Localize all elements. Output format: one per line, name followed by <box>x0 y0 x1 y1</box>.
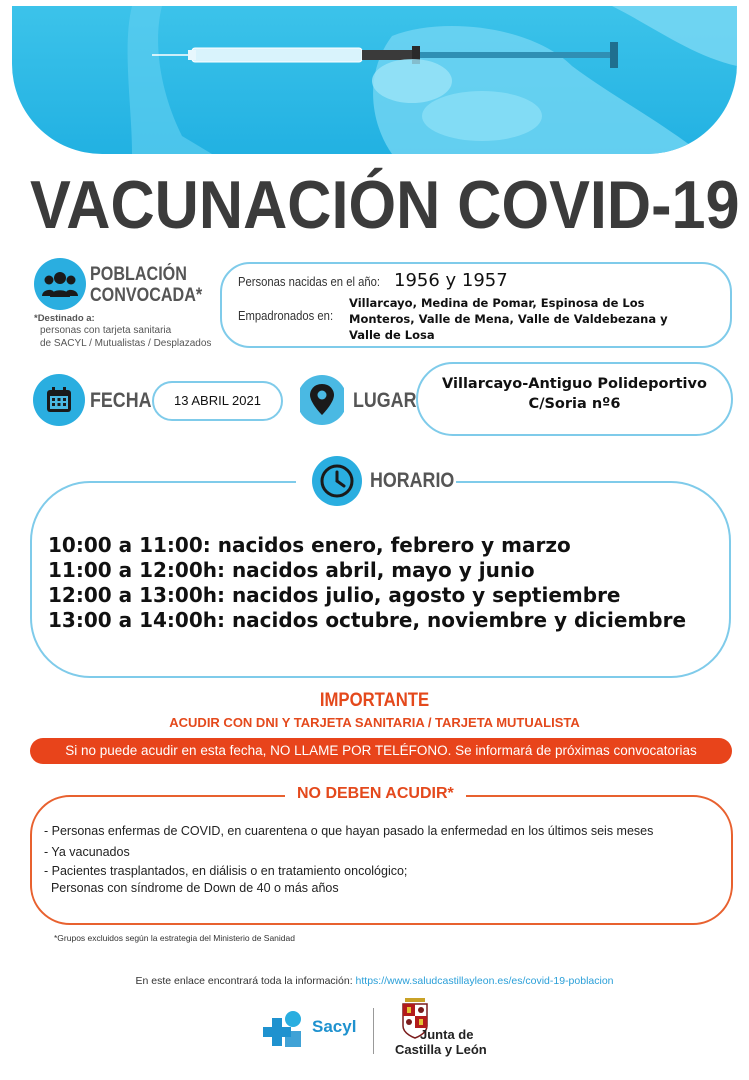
nacidos-value: 1956 y 1957 <box>394 270 508 291</box>
lugar-line2: C/Soria nº6 <box>528 396 621 412</box>
lugar-line1: Villarcayo-Antiguo Polideportivo <box>442 376 707 392</box>
fecha-value: 13 ABRIL 2021 <box>174 393 261 408</box>
no-deben-item-4: Personas con síndrome de Down de 40 o más años <box>44 881 339 895</box>
clock-icon <box>312 456 362 506</box>
sacyl-logo-text: Sacyl <box>312 1017 357 1036</box>
no-deben-item-3: - Pacientes trasplantados, en diálisis o en tratamiento oncológico; <box>44 864 408 878</box>
empadronados-label: Empadronados en: <box>238 309 334 323</box>
horario-line-2: 11:00 a 12:00h: nacidos abril, mayo y junio <box>48 558 535 582</box>
junta-text-line2: Castilla y León <box>395 1042 487 1057</box>
empadronados-line3: Valle de Losa <box>349 328 435 342</box>
horario-line-4: 13:00 a 14:00h: nacidos octubre, noviembre y diciembre <box>48 608 687 632</box>
no-deben-item-1: - Personas enfermas de COVID, en cuarentena o que hayan pasado la enfermedad en los últimos seis meses <box>44 824 654 838</box>
destinado-label: *Destinado a: <box>34 313 95 324</box>
lugar-label: LUGAR <box>353 389 417 412</box>
junta-text-line1: Junta de <box>420 1027 474 1042</box>
no-deben-item-2: - Ya vacunados <box>44 845 130 859</box>
location-pin-icon <box>300 374 344 430</box>
horario-line-1: 10:00 a 11:00: nacidos enero, febrero y marzo <box>48 533 571 557</box>
horario-label: HORARIO <box>370 469 455 492</box>
warning-banner: Si no puede acudir en esta fecha, NO LLAME POR TELÉFONO. Se informará de próximas convocatorias <box>30 738 732 764</box>
hero-banner <box>12 6 737 154</box>
no-deben-title: NO DEBEN ACUDIR* <box>285 785 466 803</box>
logo-divider <box>373 1008 374 1054</box>
info-line <box>0 975 749 987</box>
importante-subtitle: ACUDIR CON DNI Y TARJETA SANITARIA / TARJETA MUTUALISTA <box>169 715 580 730</box>
empadronados-line2: Monteros, Valle de Mena, Valle de Valdebezana y <box>349 312 668 326</box>
importante-title: IMPORTANTE <box>319 690 430 711</box>
sacyl-logo-icon <box>263 1009 311 1057</box>
info-link[interactable]: https://www.saludcastillayleon.es/es/covid-19-poblacion <box>355 975 614 987</box>
fecha-label: FECHA <box>90 389 152 412</box>
nacidos-label: Personas nacidas en el año: <box>238 275 380 289</box>
info-text: En este enlace encontrará toda la información: <box>135 975 353 987</box>
footnote: *Grupos excluidos según la estrategia del Ministerio de Sanidad <box>54 933 295 943</box>
poblacion-label <box>90 264 202 306</box>
destinado-line1: personas con tarjeta sanitaria <box>40 325 172 336</box>
poblacion-label-line2: CONVOCADA* <box>90 285 203 306</box>
people-icon <box>34 258 86 310</box>
no-deben-box <box>30 795 733 925</box>
poblacion-label-line1: POBLACIÓN <box>90 264 187 285</box>
empadronados-line1: Villarcayo, Medina de Pomar, Espinosa de Los <box>349 296 645 310</box>
calendar-icon <box>33 374 85 426</box>
syringe-illustration <box>12 6 737 154</box>
horario-line-3: 12:00 a 13:00h: nacidos julio, agosto y septiembre <box>48 583 621 607</box>
page-title: VACUNACIÓN COVID-19 <box>30 167 740 243</box>
destinado-line2: de SACYL / Mutualistas / Desplazados <box>40 338 212 349</box>
